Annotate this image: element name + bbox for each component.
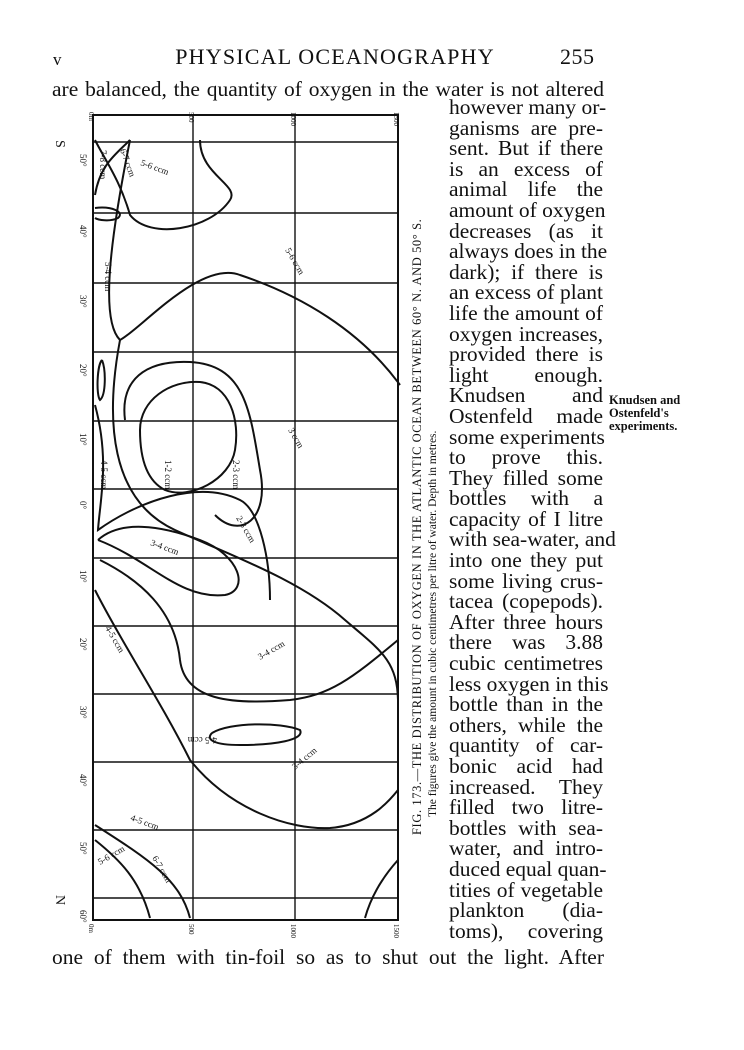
contour-label: 5-6 ccm	[283, 246, 307, 277]
column-line: an excess of plant	[449, 280, 603, 305]
contour-label: 4-5 ccm	[129, 812, 161, 832]
column-line: Knudsen and	[449, 383, 603, 408]
margin-note-line: Knudsen and	[609, 393, 681, 407]
depth-tick-bottom: 1500	[392, 924, 400, 938]
column-line: After three hours	[449, 609, 603, 634]
latitude-label: 20°	[78, 364, 88, 377]
contour-label: 2-3 ccm	[234, 514, 258, 545]
latitude-label: 20°	[78, 638, 88, 651]
contour-line	[95, 825, 190, 918]
column-line: They filled some	[449, 465, 603, 490]
column-line: with sea-water, and	[449, 527, 616, 552]
hemisphere-top-label: S	[52, 140, 67, 148]
depth-tick-top: 1000	[289, 112, 297, 126]
latitude-label: 0°	[78, 501, 88, 510]
contour-label: 1-2 ccm	[163, 460, 173, 490]
column-line: animal life the	[449, 177, 603, 202]
column-line: water, and intro-	[449, 836, 603, 861]
depth-tick-bottom: 0m	[87, 924, 95, 933]
column-line: provided there is	[449, 342, 603, 367]
latitude-label: 30°	[78, 295, 88, 308]
column-line: bottles with sea-	[449, 815, 603, 840]
latitude-label: 50°	[78, 154, 88, 167]
contour-line	[109, 140, 400, 385]
column-line: ganisms are pre-	[449, 115, 603, 140]
hemisphere-bottom-label: N	[52, 895, 67, 906]
body-last-line: one of them with tin-foil so as to shut out the light. After	[52, 945, 604, 969]
column-line: light enough.	[449, 362, 603, 387]
contour-line	[100, 560, 398, 702]
depth-tick-top: 1500	[392, 112, 400, 126]
contour-label: 3 ccm	[286, 426, 306, 450]
column-line: amount of oxygen	[449, 197, 606, 222]
column-line: quantity of car-	[449, 733, 603, 758]
column-line: duced equal quan-	[449, 856, 607, 881]
body-first-line: are balanced, the quantity of oxygen in the water is not altered	[52, 77, 604, 101]
depth-tick-top: 500	[187, 112, 195, 123]
contour-label: 4-5 ccm	[103, 624, 127, 655]
column-line: filled two litre-	[449, 795, 603, 820]
depth-tick-bottom: 500	[187, 924, 195, 935]
column-line: always does in the	[449, 239, 608, 264]
column-line: dark); if there is	[449, 259, 603, 284]
contour-label: 6-7 ccm	[118, 147, 138, 179]
contour-label: 5-4 ccm	[103, 262, 113, 292]
contour-line	[98, 527, 239, 596]
page-number: 255	[560, 44, 595, 69]
column-line: sent. But if there	[449, 136, 603, 161]
column-line: life the amount of	[449, 300, 603, 325]
contour-line	[210, 724, 301, 745]
latitude-label: 40°	[78, 225, 88, 238]
latitude-label: 30°	[78, 706, 88, 719]
column-line: into one they put	[449, 548, 603, 573]
column-line: tities of vegetable	[449, 877, 603, 902]
column-line: however many or-	[449, 95, 607, 119]
latitude-label: 10°	[78, 433, 88, 446]
section-marker: v	[53, 50, 62, 69]
depth-tick-bottom: 1000	[289, 924, 297, 938]
column-line: tacea (copepods).	[449, 589, 603, 614]
column-line: cubic centimetres	[449, 651, 603, 676]
column-line: is an excess of	[449, 156, 603, 181]
contour-line	[95, 405, 270, 600]
column-line: some experiments	[449, 424, 605, 449]
column-line: capacity of I litre	[449, 506, 603, 531]
running-head-title: PHYSICAL OCEANOGRAPHY	[175, 44, 495, 69]
column-line: decreases (as it	[449, 218, 603, 243]
figure-caption	[409, 205, 441, 835]
column-line: Ostenfeld made	[449, 403, 603, 428]
column-line: others, while the	[449, 712, 603, 737]
contour-label: 7-8 ccm	[98, 150, 108, 180]
column-line: bottle than in the	[449, 692, 603, 717]
margin-note-line: experiments.	[609, 419, 678, 433]
column-line: there was 3.88	[449, 630, 603, 655]
column-line: some living crus-	[449, 568, 603, 593]
latitude-label: 60°	[78, 910, 88, 923]
contour-line	[98, 360, 105, 400]
column-line: to prove this.	[449, 445, 603, 470]
column-line: bottles with a	[449, 486, 603, 511]
contour-label: 4-5 ccm	[99, 460, 109, 490]
contour-label: 6-7 ccm	[150, 854, 174, 885]
column-line: increased. They	[449, 774, 603, 799]
contour-label: 3-4 ccm	[256, 638, 287, 662]
contour-label: 5-6 ccm	[139, 157, 171, 177]
contour-label: 3-4 ccm	[149, 537, 181, 557]
contour-line	[140, 382, 236, 493]
column-line: oxygen increases,	[449, 321, 603, 346]
contour-label: 4-5 ccm	[187, 735, 217, 745]
caption-note: The figures give the amount in cubic centimetres per litre of water. Depth in metres.	[427, 430, 439, 817]
contour-label: 5-6 ccm	[96, 843, 127, 867]
column-line: less oxygen in this	[449, 671, 609, 696]
column-line: plankton (dia-	[449, 898, 603, 923]
latitude-label: 50°	[78, 842, 88, 855]
contour-line	[365, 860, 398, 918]
contour-label: 2-3 ccm	[231, 460, 241, 490]
depth-tick-top: 0m	[87, 112, 95, 121]
contour-label: 3-4 ccm	[289, 745, 319, 772]
column-line: toms), covering	[449, 918, 603, 943]
latitude-label: 40°	[78, 774, 88, 787]
caption-title: FIG. 173.—THE DISTRIBUTION OF OXYGEN IN THE ATLANTIC OCEAN BETWEEN 60° N. AND 50° S.	[410, 218, 424, 835]
margin-note-line: Ostenfeld's	[609, 406, 669, 420]
latitude-label: 10°	[78, 570, 88, 583]
column-line: bonic acid had	[449, 754, 603, 778]
